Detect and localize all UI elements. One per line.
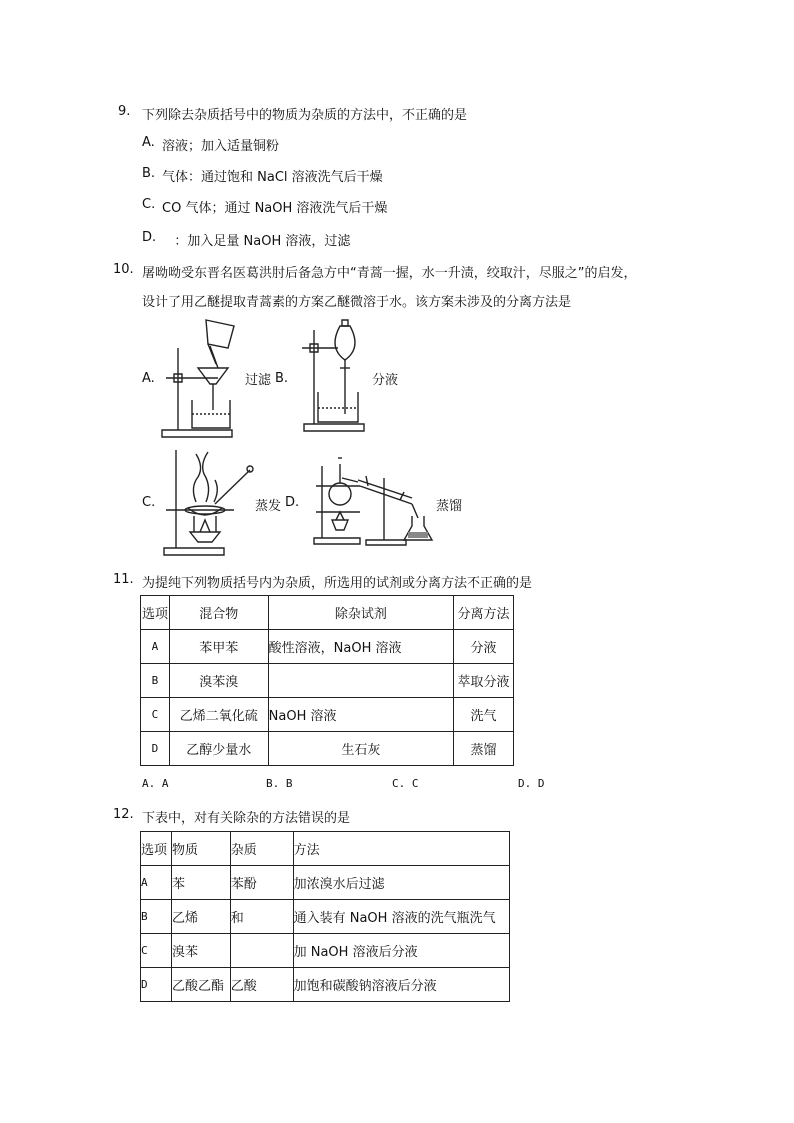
method-label: 蒸发 (255, 499, 282, 514)
table-cell: 乙烯 (171, 900, 230, 934)
answer-choice: B. B (266, 777, 293, 790)
question-number: 9. (118, 104, 131, 119)
option-label: D. (142, 230, 157, 245)
option-text: ：加入足量 NaOH 溶液，过滤 (162, 234, 351, 249)
table-row (141, 934, 510, 968)
table-header-cell: 物质 (171, 832, 230, 866)
method-label: 分液 (372, 373, 399, 388)
option-text: CO 气体；通过 NaOH 溶液洗气后干燥 (162, 201, 388, 216)
table-row (141, 698, 514, 732)
question-11-table (140, 595, 514, 766)
table-cell: 苯甲苯 (169, 630, 268, 664)
option-label: B. (142, 166, 156, 181)
question-number: 12. (113, 807, 134, 822)
table-cell: 洗气 (454, 698, 514, 732)
question-12-table (140, 831, 510, 1002)
table-cell: 乙烯二氧化硫 (169, 698, 268, 732)
table-cell: A (141, 630, 170, 664)
table-row (141, 866, 510, 900)
table-cell: B (141, 664, 170, 698)
table-cell: 乙醇少量水 (169, 732, 268, 766)
option-text: 溶液；加入适量铜粉 (162, 139, 280, 154)
option-label: B. (275, 371, 289, 386)
table-cell: C (141, 934, 172, 968)
question-stem: 为提纯下列物质括号内为杂质，所选用的试剂或分离方法不正确的是 (142, 576, 533, 591)
distillation-apparatus-icon (312, 456, 436, 548)
evaporation-apparatus-icon (160, 442, 260, 560)
option-label: C. (142, 197, 156, 212)
table-cell: A (141, 866, 172, 900)
table-header-row (141, 832, 510, 866)
table-cell: 加浓溴水后过滤 (293, 866, 509, 900)
table-cell: 加饱和碳酸钠溶液后分液 (293, 968, 509, 1002)
table-row (141, 968, 510, 1002)
table-cell: 萃取分液 (454, 664, 514, 698)
method-label: 过滤 (245, 373, 272, 388)
table-row (141, 630, 514, 664)
table-cell: 蒸馏 (454, 732, 514, 766)
table-cell: 和 (230, 900, 293, 934)
answer-choice: D. D (518, 777, 545, 790)
table-header-cell: 选项 (141, 832, 172, 866)
question-stem-line-2: 设计了用乙醚提取青蒿素的方案乙醚微溶于水。该方案未涉及的分离方法是 (142, 295, 572, 310)
option-label: A. (142, 135, 155, 150)
table-cell: D (141, 968, 172, 1002)
table-cell: D (141, 732, 170, 766)
table-cell: 乙酸 (230, 968, 293, 1002)
question-stem-line-1: 屠呦呦受东晋名医葛洪肘后备急方中“青蒿一握，水一升渍，绞取汁，尽服之”的启发， (142, 266, 637, 281)
table-cell: 苯 (171, 866, 230, 900)
answer-choice: A. A (142, 777, 169, 790)
table-header-cell: 方法 (293, 832, 509, 866)
option-label: A. (142, 371, 155, 386)
question-number: 10. (113, 262, 134, 277)
table-cell: 加 NaOH 溶液后分液 (293, 934, 509, 968)
question-stem: 下列除去杂质括号中的物质为杂质的方法中，不正确的是 (142, 108, 468, 123)
table-cell: B (141, 900, 172, 934)
answer-choice: C. C (392, 777, 419, 790)
table-header-cell: 混合物 (169, 596, 268, 630)
table-cell (268, 664, 453, 698)
table-row (141, 664, 514, 698)
question-number: 11. (113, 572, 134, 587)
table-cell: 酸性溶液，NaOH 溶液 (268, 630, 453, 664)
table-cell: C (141, 698, 170, 732)
separatory-funnel-apparatus-icon (298, 318, 370, 436)
table-cell (230, 934, 293, 968)
table-header-cell: 分离方法 (454, 596, 514, 630)
option-label: C. (142, 495, 156, 510)
table-header-row (141, 596, 514, 630)
method-label: 蒸馏 (436, 499, 463, 514)
table-row (141, 900, 510, 934)
table-header-cell: 杂质 (230, 832, 293, 866)
table-cell: 苯酚 (230, 866, 293, 900)
table-cell: 分液 (454, 630, 514, 664)
table-cell: 乙酸乙酯 (171, 968, 230, 1002)
table-row (141, 732, 514, 766)
table-cell: 溴苯溴 (169, 664, 268, 698)
table-header-cell: 除杂试剂 (268, 596, 453, 630)
question-stem: 下表中，对有关除杂的方法错误的是 (142, 811, 351, 826)
option-label: D. (285, 495, 300, 510)
option-text: 气体：通过饱和 NaCl 溶液洗气后干燥 (162, 170, 383, 185)
table-cell: 通入装有 NaOH 溶液的洗气瓶洗气 (293, 900, 509, 934)
filtration-apparatus-icon (158, 318, 238, 440)
table-cell: NaOH 溶液 (268, 698, 453, 732)
table-header-cell: 选项 (141, 596, 170, 630)
table-cell: 溴苯 (171, 934, 230, 968)
table-cell: 生石灰 (268, 732, 453, 766)
